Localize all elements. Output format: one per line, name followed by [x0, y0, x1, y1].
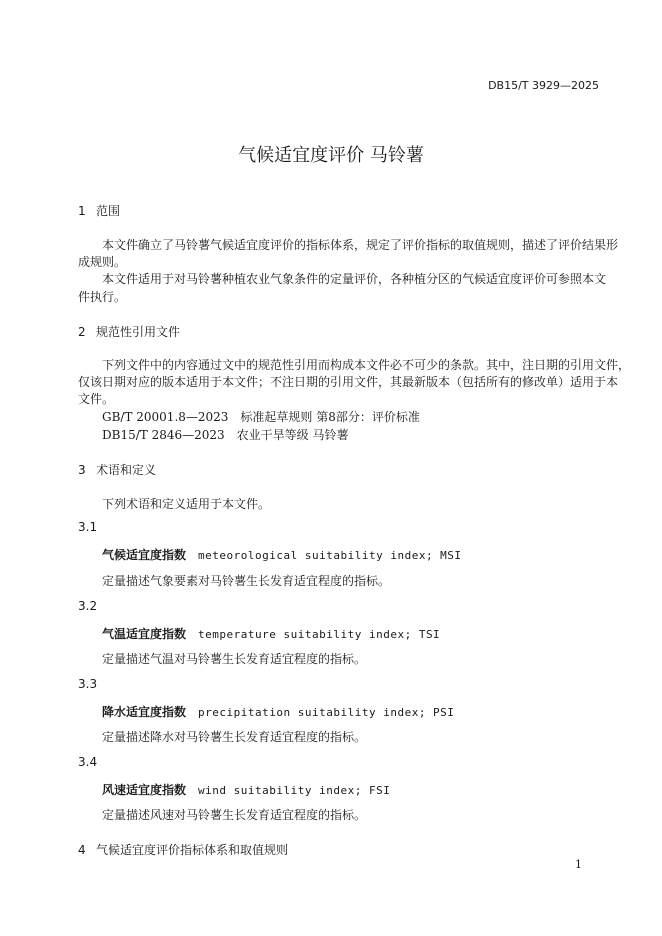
references-para-line-2: 仅该日期对应的版本适用于本文件；不注日期的引用文件，其最新版本（包括所有的修改单）适用于本: [78, 375, 619, 389]
terms-intro: 下列术语和定义适用于本文件。: [102, 497, 271, 511]
term-entry: [102, 703, 454, 720]
term-definition: 定量描述降水对马铃薯生长发育适宜程度的指标。: [102, 730, 367, 744]
term-entry: [102, 546, 462, 563]
term-chinese: 降水适宜度指数: [102, 705, 187, 719]
page-title: 气候适宜度评价 马铃薯: [238, 145, 424, 166]
section-number: 2: [78, 325, 86, 339]
term-number: 3.1: [78, 520, 98, 534]
section-2-heading: [78, 323, 180, 340]
section-1-heading: [78, 202, 120, 219]
references-para-line-3: 文件。: [78, 392, 115, 406]
term-definition: 定量描述气温对马铃薯生长发育适宜程度的指标。: [102, 652, 367, 666]
section-number: 4: [78, 843, 86, 857]
section-title: 规范性引用文件: [96, 325, 181, 339]
term-number: 3.2: [78, 599, 98, 613]
document-code: DB15/T 3929—2025: [488, 79, 599, 92]
scope-para-1-line-1: 本文件确立了马铃薯气候适宜度评价的指标体系，规定了评价指标的取值规则，描述了评价结果形: [102, 238, 619, 252]
section-title: 范围: [96, 204, 121, 218]
term-chinese: 气温适宜度指数: [102, 627, 187, 641]
term-entry: [102, 625, 440, 642]
scope-para-2-line-1: 本文件适用于对马铃薯种植农业气象条件的定量评价，各种植分区的气候适宜度评价可参照本文: [102, 272, 607, 286]
term-definition: 定量描述气象要素对马铃薯生长发育适宜程度的指标。: [102, 574, 391, 588]
reference-item-2: DB15/T 2846—2023 农业干旱等级 马铃薯: [102, 428, 349, 442]
term-chinese: 风速适宜度指数: [102, 783, 187, 797]
term-english: temperature suitability index; TSI: [198, 628, 441, 641]
page-number: 1: [575, 858, 582, 871]
term-entry: [102, 781, 390, 798]
term-number: 3.4: [78, 755, 98, 769]
section-title: 气候适宜度评价指标体系和取值规则: [96, 843, 289, 857]
reference-item-1: GB/T 20001.8—2023 标准起草规则 第8部分：评价标准: [102, 410, 420, 424]
scope-para-1-line-2: 成规则。: [78, 255, 127, 269]
term-english: meteorological suitability index; MSI: [198, 549, 462, 562]
term-english: wind suitability index; FSI: [198, 784, 391, 797]
section-3-heading: [78, 461, 156, 478]
scope-para-2-line-2: 件执行。: [78, 290, 127, 304]
section-4-heading: [78, 841, 288, 858]
term-english: precipitation suitability index; PSI: [198, 706, 455, 719]
term-number: 3.3: [78, 677, 98, 691]
section-number: 1: [78, 204, 86, 218]
section-title: 术语和定义: [96, 463, 157, 477]
term-definition: 定量描述风速对马铃薯生长发育适宜程度的指标。: [102, 808, 367, 822]
references-para-line-1: 下列文件中的内容通过文中的规范性引用而构成本文件必不可少的条款。其中，注日期的引用文件，: [102, 358, 631, 372]
section-number: 3: [78, 463, 86, 477]
term-chinese: 气候适宜度指数: [102, 548, 187, 562]
